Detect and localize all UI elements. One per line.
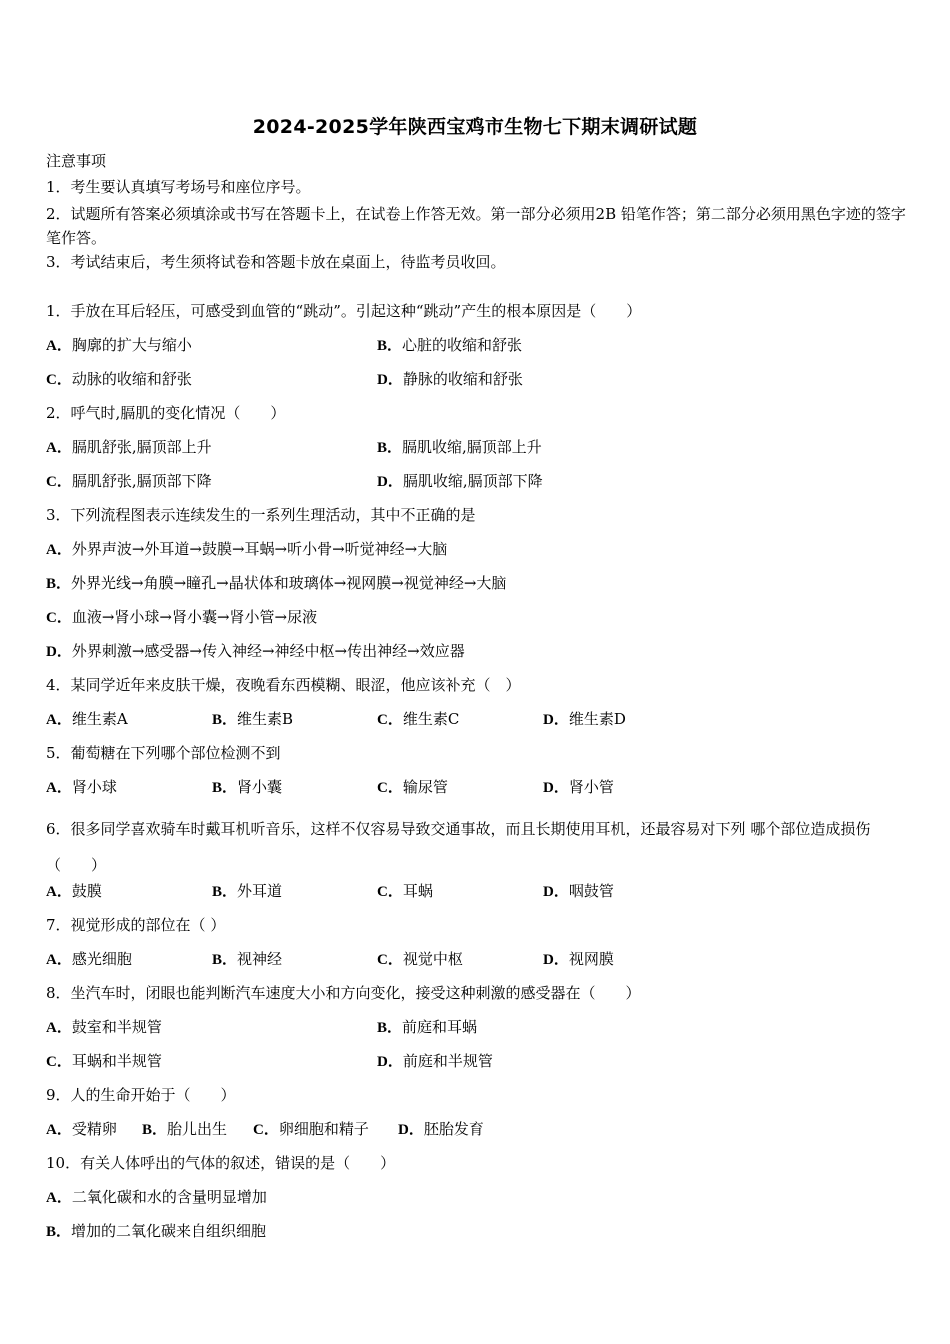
option-text: 外界光线→角膜→瞳孔→晶状体和玻璃体→视网膜→视觉神经→大脑 xyxy=(71,574,507,592)
question-1-option-c[interactable] xyxy=(46,369,192,390)
option-text: 视网膜 xyxy=(568,950,614,968)
notice-item-2: 2．试题所有答案必须填涂或书写在答题卡上，在试卷上作答无效。第一部分必须用2B 铅笔作答；第二部分必须用黑色字迹的签字笔作答。 xyxy=(46,205,906,247)
question-4-option-b[interactable] xyxy=(212,709,293,730)
option-text: 视神经 xyxy=(237,950,283,968)
question-6-option-d[interactable] xyxy=(543,881,614,902)
question-9-option-c[interactable] xyxy=(253,1119,369,1140)
option-text: 胚胎发育 xyxy=(423,1120,484,1138)
option-text: 感光细胞 xyxy=(71,950,132,968)
option-key: A． xyxy=(46,780,72,796)
option-text: 外界声波→外耳道→鼓膜→耳蜗→听小骨→听觉神经→大脑 xyxy=(71,540,448,558)
option-key: D． xyxy=(377,372,403,388)
option-key: B． xyxy=(377,338,403,354)
option-text: 心脏的收缩和舒张 xyxy=(402,336,523,354)
option-key: B． xyxy=(46,576,72,592)
option-text: 膈肌舒张,膈顶部下降 xyxy=(71,472,212,490)
option-key: A． xyxy=(46,1190,72,1206)
option-key: C． xyxy=(377,952,403,968)
option-key: C． xyxy=(377,780,403,796)
question-7-option-b[interactable] xyxy=(212,949,282,970)
question-3-option-d[interactable] xyxy=(46,641,465,662)
question-3-option-c[interactable] xyxy=(46,607,317,628)
option-text: 受精卵 xyxy=(71,1120,117,1138)
question-9-option-d[interactable] xyxy=(398,1119,484,1140)
option-text: 二氧化碳和水的含量明显增加 xyxy=(71,1188,267,1206)
question-4-option-a[interactable] xyxy=(46,709,128,730)
option-key: A． xyxy=(46,338,72,354)
question-1-stem: 1．手放在耳后轻压，可感受到血管的“跳动”。引起这种“跳动”产生的根本原因是（ ） xyxy=(46,302,642,320)
question-8-option-b[interactable] xyxy=(377,1017,477,1038)
option-text: 输尿管 xyxy=(402,778,448,796)
option-key: C． xyxy=(377,712,403,728)
option-text: 动脉的收缩和舒张 xyxy=(71,370,192,388)
option-key: D． xyxy=(377,1054,403,1070)
question-10-stem: 10．有关人体呼出的气体的叙述，错误的是（ ） xyxy=(46,1154,396,1172)
option-key: D． xyxy=(543,884,569,900)
option-text: 外界刺激→感受器→传入神经→神经中枢→传出神经→效应器 xyxy=(71,642,465,660)
option-text: 前庭和半规管 xyxy=(402,1052,493,1070)
option-text: 肾小管 xyxy=(568,778,614,796)
question-10-option-b[interactable] xyxy=(46,1221,266,1242)
option-key: B． xyxy=(212,952,238,968)
question-5-option-a[interactable] xyxy=(46,777,117,798)
notice-item-1: 1．考生要认真填写考场号和座位序号。 xyxy=(46,178,311,196)
question-10-option-a[interactable] xyxy=(46,1187,267,1208)
option-text: 外耳道 xyxy=(237,882,283,900)
option-key: D． xyxy=(46,644,72,660)
option-key: C． xyxy=(46,474,72,490)
option-key: B． xyxy=(377,1020,403,1036)
question-9-stem: 9．人的生命开始于（ ） xyxy=(46,1086,236,1104)
option-text: 咽鼓管 xyxy=(568,882,614,900)
question-4-stem: 4．某同学近年来皮肤干燥，夜晚看东西模糊、眼涩，他应该补充（ ） xyxy=(46,676,521,694)
option-key: C． xyxy=(46,1054,72,1070)
question-8-option-a[interactable] xyxy=(46,1017,162,1038)
option-text: 卵细胞和精子 xyxy=(278,1120,369,1138)
question-7-option-a[interactable] xyxy=(46,949,132,970)
option-text: 鼓膜 xyxy=(71,882,102,900)
question-8-option-c[interactable] xyxy=(46,1051,162,1072)
option-key: B． xyxy=(377,440,403,456)
question-9-option-b[interactable] xyxy=(142,1119,227,1140)
question-3-option-b[interactable] xyxy=(46,573,506,594)
option-key: D． xyxy=(543,712,569,728)
option-text: 肾小囊 xyxy=(237,778,283,796)
option-key: C． xyxy=(377,884,403,900)
question-2-stem: 2．呼气时,膈肌的变化情况（ ） xyxy=(46,404,286,422)
question-2-option-b[interactable] xyxy=(377,437,542,458)
option-key: B． xyxy=(212,712,238,728)
page-title: 2024-2025学年陕西宝鸡市生物七下期末调研试题 xyxy=(252,116,698,138)
question-3-stem: 3．下列流程图表示连续发生的一系列生理活动，其中不正确的是 xyxy=(46,506,476,524)
option-text: 肾小球 xyxy=(71,778,117,796)
option-key: A． xyxy=(46,440,72,456)
option-key: B． xyxy=(212,780,238,796)
option-text: 膈肌收缩,膈顶部上升 xyxy=(402,438,542,456)
option-text: 耳蜗 xyxy=(402,882,433,900)
option-key: B． xyxy=(212,884,238,900)
question-3-option-a[interactable] xyxy=(46,539,447,560)
option-text: 维生素C xyxy=(402,710,460,728)
question-4-option-c[interactable] xyxy=(377,709,459,730)
option-text: 静脉的收缩和舒张 xyxy=(402,370,523,388)
question-1-option-b[interactable] xyxy=(377,335,522,356)
question-1-option-d[interactable] xyxy=(377,369,523,390)
option-text: 耳蜗和半规管 xyxy=(71,1052,162,1070)
option-text: 膈肌舒张,膈顶部上升 xyxy=(71,438,212,456)
question-5-option-b[interactable] xyxy=(212,777,282,798)
question-2-option-a[interactable] xyxy=(46,437,212,458)
option-key: A． xyxy=(46,1020,72,1036)
option-key: A． xyxy=(46,712,72,728)
question-9-option-a[interactable] xyxy=(46,1119,117,1140)
option-key: D． xyxy=(543,780,569,796)
question-2-option-d[interactable] xyxy=(377,471,543,492)
option-text: 鼓室和半规管 xyxy=(71,1018,162,1036)
question-6-stem: 6．很多同学喜欢骑车时戴耳机听音乐，这样不仅容易导致交通事故，而且长期使用耳机，还最容易对下列 哪个部位造成损伤（ ） xyxy=(46,820,871,874)
question-7-option-d[interactable] xyxy=(543,949,614,970)
option-text: 胎儿出生 xyxy=(167,1120,228,1138)
option-text: 视觉中枢 xyxy=(402,950,463,968)
option-text: 维生素B xyxy=(237,710,294,728)
option-key: C． xyxy=(46,372,72,388)
option-text: 膈肌收缩,膈顶部下降 xyxy=(402,472,543,490)
question-6-option-b[interactable] xyxy=(212,881,282,902)
option-key: B． xyxy=(142,1122,168,1138)
question-6-option-a[interactable] xyxy=(46,881,102,902)
question-5-option-d[interactable] xyxy=(543,777,614,798)
question-1-option-a[interactable] xyxy=(46,335,192,356)
option-key: A． xyxy=(46,1122,72,1138)
question-6-option-c[interactable] xyxy=(377,881,433,902)
option-key: A． xyxy=(46,542,72,558)
option-key: D． xyxy=(398,1122,424,1138)
question-8-option-d[interactable] xyxy=(377,1051,493,1072)
option-text: 增加的二氧化碳来自组织细胞 xyxy=(71,1222,267,1240)
option-key: A． xyxy=(46,884,72,900)
option-text: 血液→肾小球→肾小囊→肾小管→尿液 xyxy=(71,608,318,626)
option-text: 胸廓的扩大与缩小 xyxy=(71,336,192,354)
option-key: C． xyxy=(46,610,72,626)
question-2-option-c[interactable] xyxy=(46,471,212,492)
option-key: D． xyxy=(543,952,569,968)
option-key: C． xyxy=(253,1122,279,1138)
option-key: A． xyxy=(46,952,72,968)
notice-item-3: 3．考试结束后，考生须将试卷和答题卡放在桌面上，待监考员收回。 xyxy=(46,253,506,271)
option-key: B． xyxy=(46,1224,72,1240)
option-text: 前庭和耳蜗 xyxy=(402,1018,478,1036)
option-key: D． xyxy=(377,474,403,490)
question-5-stem: 5．葡萄糖在下列哪个部位检测不到 xyxy=(46,744,281,762)
option-text: 维生素D xyxy=(568,710,626,728)
question-7-stem: 7．视觉形成的部位在（ ） xyxy=(46,916,226,934)
question-8-stem: 8．坐汽车时，闭眼也能判断汽车速度大小和方向变化，接受这种刺激的感受器在（ ） xyxy=(46,984,641,1002)
notice-heading: 注意事项 xyxy=(46,152,107,170)
question-7-option-c[interactable] xyxy=(377,949,463,970)
question-5-option-c[interactable] xyxy=(377,777,448,798)
option-text: 维生素A xyxy=(71,710,128,728)
question-4-option-d[interactable] xyxy=(543,709,626,730)
